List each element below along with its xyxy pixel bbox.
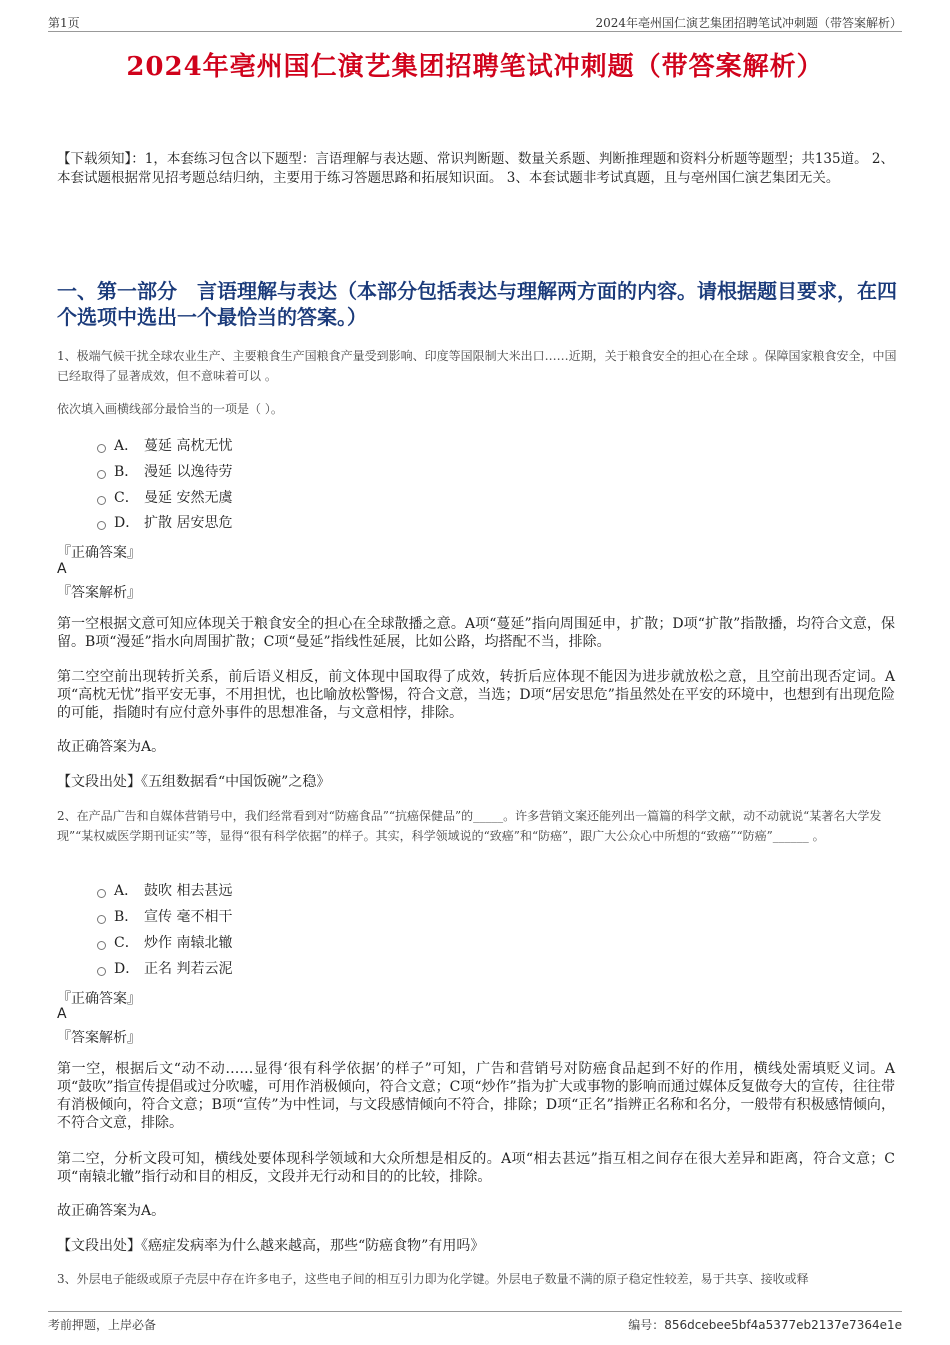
q1-analysis-p3: 故正确答案为A。 (57, 739, 166, 755)
option-text: 宣传 毫不相干 (144, 909, 233, 925)
footer-code-label: 编号： (628, 1318, 665, 1332)
option-letter: B． (114, 909, 139, 925)
section-heading: 一、第一部分 言语理解与表达（本部分包括表达与理解两方面的内容。请根据题目要求，在四个选项中选出一个最恰当的答案。） (57, 279, 897, 329)
q2-analysis-p2: 第二空，分析文段可知，横线处要体现科学领域和大众所想是相反的。A项“相去甚远”指互相之间存在很大差异和距离，符合文意；C项“南辕北辙”指行动和目的相反，文段并无行动和目的的比较，排除。 (57, 1151, 895, 1185)
q2-analysis-p1: 第一空，根据后文“动不动……显得‘很有科学依据’的样子”可知，广告和营销号对防癌食品起到不好的作用，横线处需填贬义词。A项“鼓吹”指宣传提倡或过分吹嘘，可用作消极倾向，符合文意；C项“炒作”指为扩大或事物的影响而通过媒体反复做夸大的宣传，往往带有消极倾向，符合文意；B项“宣传”为中性词，与文段感情倾向不符合，排除；D项“正名”指辨正名称和名分，一般带有积极感情倾向，不符合文意，排除。 (57, 1061, 895, 1131)
option-letter: B． (114, 464, 139, 480)
q1-option-c[interactable] (97, 488, 232, 508)
option-text: 漫延 以逸待劳 (144, 464, 233, 480)
question-2-stem: 2、在产品广告和自媒体营销号中，我们经常看到对“防癌食品”“抗癌保健品”的_____。许多营销文案还能列出一篇篇的科学文献，动不动就说“某著名大学发现”“某权威医学期刊证实”等，显得“很有科学依据”的样子。其实，科学领域说的“致癌”和“防癌”，跟广大公众心中所想的“致癌”“防癌”______ 。 (57, 809, 882, 843)
q2-option-d[interactable] (97, 959, 232, 979)
option-letter: A． (114, 883, 139, 899)
download-notice: 【下载须知】：1，本套练习包含以下题型：言语理解与表达题、常识判断题、数量关系题、判断推理题和资料分析题等题型；共135道。 2、本套试题根据常见招考题总结归纳，主要用于练习答题思路和拓展知识面。 3、本套试题非考试真题，且与亳州国仁演艺集团无关。 (57, 151, 894, 186)
q1-analysis-p1: 第一空根据文意可知应体现关于粮食安全的担心在全球散播之意。A项“蔓延”指向周围延申，扩散；D项“扩散”指散播，均符合文意，保留。B项“漫延”指水向周围扩散；C项“曼延”指线性延展，比如公路，均搭配不当，排除。 (57, 616, 895, 650)
q2-analysis-p3: 故正确答案为A。 (57, 1203, 166, 1219)
option-letter: C． (114, 490, 139, 506)
q1-answer: A (57, 561, 67, 577)
q2-source: 【文段出处】《癌症发病率为什么越来越高，那些“防癌食物”有用吗》 (57, 1238, 485, 1254)
footer-code (628, 1316, 902, 1333)
q1-answer-label: 『正确答案』 (57, 545, 141, 561)
header-doc-title: 2024年亳州国仁演艺集团招聘笔试冲刺题（带答案解析） (595, 16, 902, 30)
radio-icon[interactable] (97, 941, 106, 950)
q2-option-b[interactable] (97, 907, 232, 927)
radio-icon[interactable] (97, 444, 106, 453)
option-text: 炒作 南辕北辙 (144, 935, 233, 951)
q2-option-a[interactable] (97, 881, 232, 901)
option-letter: A． (114, 438, 139, 454)
q2-answer-label: 『正确答案』 (57, 991, 141, 1007)
q2-option-c[interactable] (97, 933, 232, 953)
option-text: 曼延 安然无虞 (144, 490, 233, 506)
question-3-stem: 3、外层电子能级或原子壳层中存在许多电子，这些电子间的相互引力即为化学键。外层电子数量不满的原子稳定性较差，易于共享、接收或释 (57, 1272, 809, 1286)
page-number: 第1页 (48, 16, 80, 30)
option-letter: D． (114, 515, 140, 531)
document-title: 2024年亳州国仁演艺集团招聘笔试冲刺题（带答案解析） (126, 52, 824, 82)
radio-icon[interactable] (97, 470, 106, 479)
footer-slogan: 考前押题，上岸必备 (48, 1318, 157, 1332)
q1-option-d[interactable] (97, 513, 232, 533)
q2-analysis-label: 『答案解析』 (57, 1030, 141, 1046)
option-text: 鼓吹 相去甚远 (144, 883, 233, 899)
radio-icon[interactable] (97, 967, 106, 976)
q2-answer: A (57, 1006, 67, 1022)
option-letter: D． (114, 961, 140, 977)
radio-icon[interactable] (97, 889, 106, 898)
question-1-prompt: 依次填入画横线部分最恰当的一项是（ ）。 (57, 402, 283, 416)
option-text: 正名 判若云泥 (144, 961, 233, 977)
q1-option-b[interactable] (97, 462, 232, 482)
option-text: 蔓延 高枕无忧 (144, 438, 233, 454)
option-text: 扩散 居安思危 (144, 515, 233, 531)
radio-icon[interactable] (97, 915, 106, 924)
q1-source: 【文段出处】《五组数据看“中国饭碗”之稳》 (57, 774, 331, 790)
option-letter: C． (114, 935, 139, 951)
page-footer (48, 1311, 902, 1333)
question-1-stem: 1、极端气候干扰全球农业生产、主要粮食生产国粮食产量受到影响、印度等国限制大米出口……近期，关于粮食安全的担心在全球 。保障国家粮食安全，中国已经取得了显著成效，但不意味着可以 。 (57, 349, 897, 383)
radio-icon[interactable] (97, 521, 106, 530)
q1-analysis-label: 『答案解析』 (57, 585, 141, 601)
footer-code-value: 856dcebee5bf4a5377eb2137e7364e1e (664, 1318, 902, 1332)
q1-analysis-p2: 第二空空前出现转折关系，前后语义相反，前文体现中国取得了成效，转折后应体现不能因为进步就放松之意，且空前出现否定词。A项“高枕无忧”指平安无事，不用担忧，也比喻放松警惕，符合文意，当选；D项“居安思危”指虽然处在平安的环境中，也想到有出现危险的可能，指随时有应付意外事件的思想准备，与文意相悖，排除。 (57, 669, 895, 721)
radio-icon[interactable] (97, 496, 106, 505)
q1-option-a[interactable] (97, 436, 232, 456)
page-header (48, 12, 902, 32)
